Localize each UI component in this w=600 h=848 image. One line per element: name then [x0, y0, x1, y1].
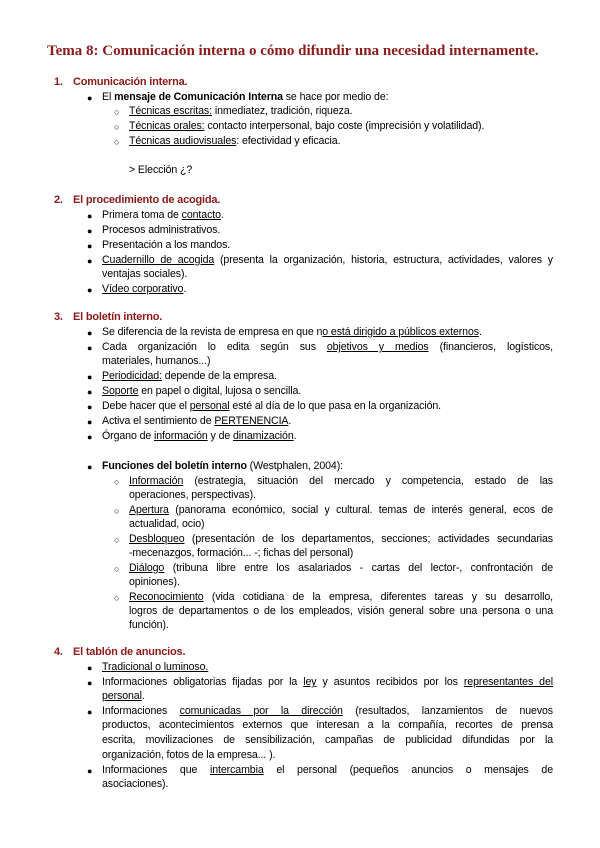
bullet-icon: ●: [87, 663, 93, 673]
bullet-icon: ●: [87, 256, 93, 266]
sub-list-item: Desbloqueo (presentación de los departamentos, secciones; actividades secundarias: [129, 533, 553, 545]
sub-list-item-continuation: logros de departamentos o de los empleados, visión general sobre una persona o una: [129, 605, 553, 617]
note-text: > Elección ¿?: [129, 164, 193, 176]
circle-bullet-icon: ○: [114, 535, 120, 545]
section-4-heading: 4. El tablón de anuncios.: [54, 646, 186, 658]
list-item-continuation: escrita, movilizaciones de sensibilización, campañas de publicidad difundidas por la: [102, 734, 553, 746]
sub-list-item-continuation: opiniones).: [129, 576, 180, 588]
list-item: Cuadernillo de acogida (presenta la organización, historia, estructura, actividades, valores y: [102, 254, 553, 266]
list-item: Tradicional o luminoso.: [102, 661, 209, 673]
bullet-icon: ●: [87, 285, 93, 295]
section-3-heading: 3. El boletín interno.: [54, 311, 163, 323]
sub-list-item-continuation: -mecenazgos, formación... -; fichas del personal): [129, 547, 354, 559]
sub-list-item: Apertura (panorama económico, social y cultural. temas de interés general, ecos de: [129, 504, 553, 516]
list-item: Soporte en papel o digital, lujosa o sencilla.: [102, 385, 302, 397]
bullet-icon: ●: [87, 387, 93, 397]
bullet-icon: ●: [87, 678, 93, 688]
list-item: Informaciones comunicadas por la dirección (resultados, lanzamientos de nuevos: [102, 705, 554, 717]
list-item: Primera toma de contacto.: [102, 209, 224, 221]
sub-list-item-continuation: función).: [129, 619, 169, 631]
circle-bullet-icon: ○: [114, 564, 120, 574]
section-2-heading: 2. El procedimiento de acogida.: [54, 194, 221, 206]
bullet-icon: ●: [87, 372, 93, 382]
bullet-icon: ●: [87, 343, 93, 353]
circle-bullet-icon: ○: [114, 477, 120, 487]
list-item: Presentación a los mandos.: [102, 239, 231, 251]
sub-list-item: Técnicas orales: contacto interpersonal, bajo coste (imprecisión y volatilidad).: [129, 120, 485, 132]
sub-list-item-continuation: actualidad, ocio): [129, 518, 205, 530]
bullet-icon: ●: [87, 766, 93, 776]
bullet-icon: ●: [87, 707, 93, 717]
circle-bullet-icon: ○: [114, 137, 120, 147]
sub-list-item: Técnicas audiovisuales: efectividad y eficacia.: [129, 135, 341, 147]
list-item: Vídeo corporativo.: [102, 283, 187, 295]
sub-list-item-continuation: operaciones, perspectivas).: [129, 489, 256, 501]
list-item: Debe hacer que el personal esté al día de lo que pasa en la organización.: [102, 400, 442, 412]
circle-bullet-icon: ○: [114, 107, 120, 117]
list-item: Órgano de información y de dinamización.: [102, 430, 297, 442]
list-item-continuation: personal.: [102, 690, 145, 702]
list-item: Periodicidad: depende de la empresa.: [102, 370, 277, 382]
list-item: Activa el sentimiento de PERTENENCIA.: [102, 415, 292, 427]
bullet-icon: ●: [87, 328, 93, 338]
section-1-heading: 1. Comunicación interna.: [54, 76, 188, 88]
list-item-continuation: productos, acontecimientos externos que interesan a la compañía, recortes de prensa: [102, 719, 553, 731]
bullet-icon: ●: [87, 462, 93, 472]
page-title: Tema 8: Comunicación interna o cómo difundir una necesidad internamente.: [47, 43, 539, 59]
list-item-continuation: materiales, humanos...): [102, 355, 211, 367]
bullet-icon: ●: [87, 226, 93, 236]
list-item: Se diferencia de la revista de empresa en que no está dirigido a públicos externos.: [102, 326, 482, 338]
bullet-icon: ●: [87, 402, 93, 412]
list-item: Informaciones que intercambia el personal (pequeños anuncios o mensajes de: [102, 764, 553, 776]
bullet-icon: ●: [87, 93, 93, 103]
sub-list-item: Diálogo (tribuna libre entre los asalariados - cartas del lector-, confrontación de: [129, 562, 553, 574]
bullet-icon: ●: [87, 432, 93, 442]
circle-bullet-icon: ○: [114, 122, 120, 132]
list-item-continuation: asociaciones).: [102, 778, 169, 790]
circle-bullet-icon: ○: [114, 506, 120, 516]
list-item: Informaciones obligatorias fijadas por la ley y asuntos recibidos por los representantes del: [102, 676, 553, 688]
bullet-icon: ●: [87, 211, 93, 221]
list-item: Funciones del boletín interno (Westphalen, 2004):: [102, 460, 343, 472]
bullet-icon: ●: [87, 241, 93, 251]
sub-list-item: Reconocimiento (vida cotidiana de la empresa, diferentes tareas y su desarrollo,: [129, 591, 553, 603]
sub-list-item: Técnicas escritas: inmediatez, tradición, riqueza.: [129, 105, 353, 117]
list-item: El mensaje de Comunicación Interna se hace por medio de:: [102, 91, 389, 103]
list-item-continuation: organización, fotos de la empresa... ).: [102, 749, 276, 761]
list-item-continuation: ventajas sociales).: [102, 268, 188, 280]
list-item: Procesos administrativos.: [102, 224, 221, 236]
sub-list-item: Información (estrategia, situación del mercado y competencia, estado de las: [129, 475, 553, 487]
list-item: Cada organización lo edita según sus objetivos y medios (financieros, logísticos,: [102, 341, 553, 353]
circle-bullet-icon: ○: [114, 593, 120, 603]
bullet-icon: ●: [87, 417, 93, 427]
